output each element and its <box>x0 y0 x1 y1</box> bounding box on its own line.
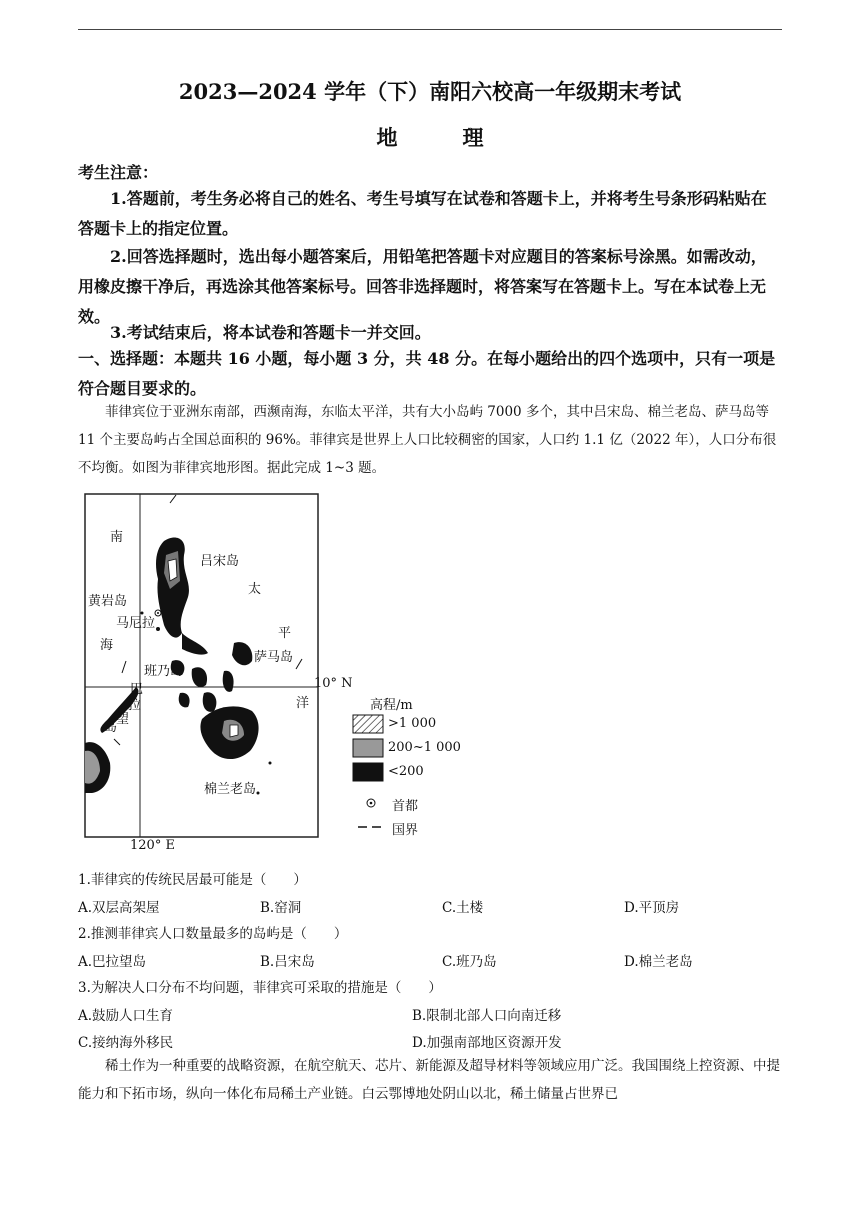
map-label-lat: 10° N <box>314 676 353 691</box>
map-label-manila: 马尼拉 <box>116 616 156 631</box>
legend-swatches <box>352 714 386 784</box>
q2-option-a: A.巴拉望岛 <box>78 954 147 970</box>
capital-icon <box>364 796 378 810</box>
q2-option-d: D.棉兰老岛 <box>624 954 693 970</box>
map-label-ba: 巴 <box>130 682 144 697</box>
legend-border: 国界 <box>392 823 419 838</box>
q3-option-d: D.加强南部地区资源开发 <box>412 1035 562 1051</box>
map-label-ping: 平 <box>278 626 292 641</box>
q2-option-c: C.班乃岛 <box>442 954 497 970</box>
passage-philippines: 菲律宾位于亚洲东南部，西濒南海，东临太平洋，共有大小岛屿 7000 多个，其中吕宋岛、棉兰老岛、萨马岛等 11 个主要岛屿占全国总面积的 96%。菲律宾是世界上人口比较稠密的国家，人口约 1.1 亿（2022 年），人口分布很不均衡。如图为菲律宾地形图。据此完成 1~3 题。 <box>78 404 777 476</box>
q3-option-b: B.限制北部人口向南迁移 <box>412 1008 562 1024</box>
subject-title: 地 理 <box>376 125 506 150</box>
notice-item-2: 2.回答选择题时，选出每小题答案后，用铅笔把答题卡对应题目的答案标号涂黑。如需改动，用橡皮擦干净后，再选涂其他答案标号。回答非选择题时，将答案写在答题卡上。写在本试卷上无效。 <box>78 247 767 326</box>
q1-option-a: A.双层高架屋 <box>78 900 160 916</box>
border-line-icon <box>356 820 384 834</box>
map-label-la: 拉 <box>128 698 142 713</box>
question-1-stem: 1.菲律宾的传统民居最可能是（ ） <box>78 872 307 888</box>
legend-title: 高程/m <box>370 698 413 713</box>
map-label-nan: 南 <box>110 530 124 545</box>
map-label-luzon: 吕宋岛 <box>200 554 240 569</box>
map-label-panay: 班乃岛 <box>144 664 184 679</box>
question-2-stem: 2.推测菲律宾人口数量最多的岛屿是（ ） <box>78 926 348 942</box>
map-label-wang: 望 <box>116 712 130 727</box>
exam-title: 2023—2024 学年（下）南阳六校高一年级期末考试 <box>178 79 682 104</box>
section-heading: 一、选择题：本题共 16 小题，每小题 3 分，共 48 分。在每小题给出的四个选项中，只有一项是符合题目要求的。 <box>78 349 776 398</box>
map-label-lon: 120° E <box>130 838 175 853</box>
top-rule <box>78 29 782 30</box>
notice-item-1: 1.答题前，考生务必将自己的姓名、考生号填写在试卷和答题卡上，并将考生号条形码粘贴在答题卡上的指定位置。 <box>78 189 767 238</box>
notice-heading: 考生注意： <box>78 163 159 182</box>
q1-option-d: D.平顶房 <box>624 900 680 916</box>
map-label-huangyan: 黄岩岛 <box>88 594 128 609</box>
q1-option-b: B.窑洞 <box>260 900 302 916</box>
q3-option-c: C.接纳海外移民 <box>78 1035 174 1051</box>
q1-option-c: C.土楼 <box>442 900 484 916</box>
legend-capital: 首都 <box>392 799 419 814</box>
map-label-samar: 萨马岛 <box>254 650 294 665</box>
question-3-stem: 3.为解决人口分布不均问题，菲律宾可采取的措施是（ ） <box>78 980 442 996</box>
passage-rare-earth: 稀土作为一种重要的战略资源，在航空航天、芯片、新能源及超导材料等领域应用广泛。我国围绕上控资源、中提能力和下拓市场，纵向一体化布局稀土产业链。白云鄂博地处阴山以北，稀土储量占世界已 <box>78 1058 780 1102</box>
q3-option-a: A.鼓励人口生育 <box>78 1008 174 1024</box>
legend-high: >1 000 <box>388 716 437 731</box>
legend-low: <200 <box>388 764 424 779</box>
q2-option-b: B.吕宋岛 <box>260 954 315 970</box>
legend-mid: 200~1 000 <box>388 740 461 755</box>
map-label-hai: 海 <box>100 638 114 653</box>
map-label-dao: 岛 <box>104 720 118 735</box>
map-label-mindanao: 棉兰老岛 <box>204 782 257 797</box>
notice-item-3: 3.考试结束后，将本试卷和答题卡一并交回。 <box>110 323 431 342</box>
map-label-tai: 太 <box>248 582 262 597</box>
map-label-yang: 洋 <box>296 696 310 711</box>
